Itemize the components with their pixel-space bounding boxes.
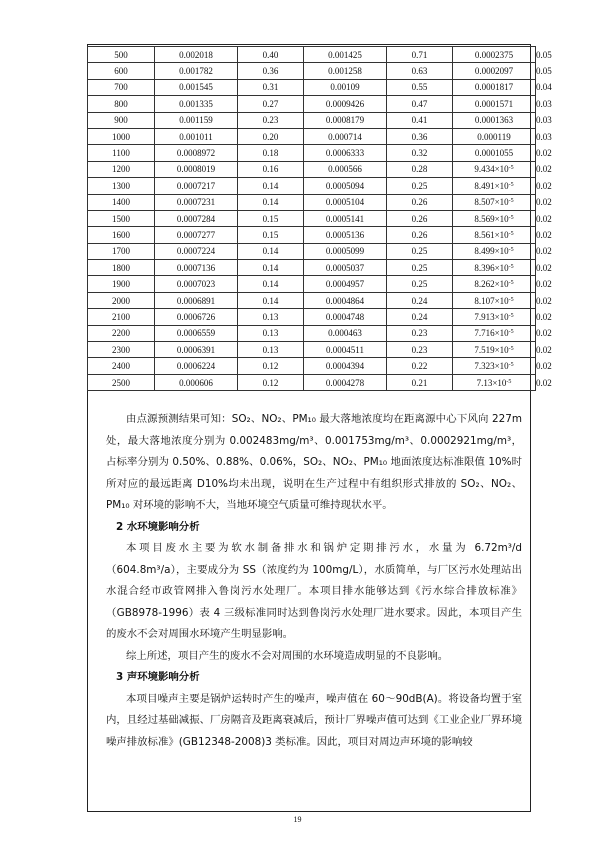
- table-cell: 2500: [88, 374, 155, 390]
- table-cell: 1300: [88, 178, 155, 194]
- table-cell: 2100: [88, 309, 155, 325]
- table-cell: 0.27: [238, 96, 304, 112]
- table-cell: 1800: [88, 260, 155, 276]
- page-number: 19: [293, 815, 302, 824]
- table-cell: 0.0002097: [453, 63, 536, 79]
- table-cell: $8.507\times 10^{-5}$: [453, 194, 536, 210]
- table-cell: 0.21: [387, 374, 453, 390]
- table-cell: 0.002018: [155, 47, 238, 63]
- table-cell: 1100: [88, 145, 155, 161]
- table-cell: 1000: [88, 128, 155, 144]
- table-cell: 0.15: [238, 227, 304, 243]
- table-cell: 1700: [88, 243, 155, 259]
- table-cell: 0.22: [387, 358, 453, 374]
- table-cell: 0.25: [387, 276, 453, 292]
- table-cell: 900: [88, 112, 155, 128]
- table-row: 2500 0.000606 0.12 0.0004278 0.21 $7.13\times 10^{-5}$ 0.02: [88, 374, 536, 390]
- table-row: 1200 0.0008019 0.16 0.000566 0.28 $9.434\times 10^{-5}$ 0.02: [88, 161, 536, 177]
- table-row: 2000 0.0006891 0.14 0.0004864 0.24 $8.107\times 10^{-5}$ 0.02: [88, 292, 536, 308]
- table-cell: 0.0004511: [304, 342, 387, 358]
- body-text: [106, 409, 522, 753]
- table-row: 1600 0.0007277 0.15 0.0005136 0.26 $8.561\times 10^{-5}$ 0.02: [88, 227, 536, 243]
- table-cell: 500: [88, 47, 155, 63]
- table-cell: 0.13: [238, 309, 304, 325]
- table-cell: 0.16: [238, 161, 304, 177]
- table-cell: $8.499\times 10^{-5}$: [453, 243, 536, 259]
- table-row: 500 0.002018 0.40 0.001425 0.71 0.0002375 0.05: [88, 47, 536, 63]
- table-cell: 0.71: [387, 47, 453, 63]
- table-cell: 0.0008972: [155, 145, 238, 161]
- table-cell: $7.716\times 10^{-5}$: [453, 325, 536, 341]
- table-cell: 1900: [88, 276, 155, 292]
- table-cell: 0.001782: [155, 63, 238, 79]
- table-cell: 0.000606: [155, 374, 238, 390]
- table-row: 1100 0.0008972 0.18 0.0006333 0.32 0.0001055 0.02: [88, 145, 536, 161]
- table-row: 600 0.001782 0.36 0.001258 0.63 0.0002097 0.05: [88, 63, 536, 79]
- table-cell: 0.26: [387, 210, 453, 226]
- table-cell: 0.0008019: [155, 161, 238, 177]
- table-cell: 0.0006224: [155, 358, 238, 374]
- table-cell: 0.001425: [304, 47, 387, 63]
- paragraph-water: 本项目废水主要为软水制备排水和锅炉定期排污水，水量为 6.72m³/d（604.8m³/a），主要成分为 SS（浓度约为 100mg/L），水质简单，与厂区污水处理站出水混合经市政管网排入鲁岗污水处理厂。本项目排水能够达到《污水综合排放标准》（GB8978-1996）表 4 三级标准同时达到鲁岗污水处理厂进水要求。因此，本项目产生的废水不会对周围水环境产生明显影响。: [106, 542, 522, 640]
- concentration-table: [87, 46, 552, 391]
- table-row: 1900 0.0007023 0.14 0.0004957 0.25 $8.262\times 10^{-5}$ 0.02: [88, 276, 536, 292]
- table-cell: 0.000463: [304, 325, 387, 341]
- table-cell: 0.23: [238, 112, 304, 128]
- table-cell: 0.26: [387, 194, 453, 210]
- paragraph-noise: 本项目噪声主要是锅炉运转时产生的噪声，噪声值在 60～90dB(A)。将设备均置于室内，且经过基础减振、厂房隔音及距离衰减后，预计厂界噪声值可达到《工业企业厂界环境噪声排放标准》(GB12348-2008)3 类标准。因此，项目对周边声环境的影响较: [106, 692, 522, 748]
- table-cell: 0.15: [238, 210, 304, 226]
- table-cell: 0.000714: [304, 128, 387, 144]
- table-cell: 0.25: [387, 260, 453, 276]
- table-row: 2300 0.0006391 0.13 0.0004511 0.23 $7.519\times 10^{-5}$ 0.02: [88, 342, 536, 358]
- table-cell: 0.001545: [155, 79, 238, 95]
- table-row: 2100 0.0006726 0.13 0.0004748 0.24 $7.913\times 10^{-5}$ 0.02: [88, 309, 536, 325]
- table-cell: 0.000566: [304, 161, 387, 177]
- table-cell: 0.0005094: [304, 178, 387, 194]
- table-cell: 0.28: [387, 161, 453, 177]
- table-cell: 0.20: [238, 128, 304, 144]
- table-cell: 0.0008179: [304, 112, 387, 128]
- table-cell: 0.0005104: [304, 194, 387, 210]
- table-cell: 0.12: [238, 358, 304, 374]
- table-cell: 0.0006891: [155, 292, 238, 308]
- table-cell: 0.001335: [155, 96, 238, 112]
- table-cell: 0.14: [238, 292, 304, 308]
- table-cell: $8.107\times 10^{-5}$: [453, 292, 536, 308]
- table-cell: 0.0004864: [304, 292, 387, 308]
- table-cell: 0.31: [238, 79, 304, 95]
- table-cell: $8.262\times 10^{-5}$: [453, 276, 536, 292]
- table-row: 1500 0.0007284 0.15 0.0005141 0.26 $8.569\times 10^{-5}$ 0.02: [88, 210, 536, 226]
- table-cell: $8.569\times 10^{-5}$: [453, 210, 536, 226]
- table-body: [88, 47, 552, 391]
- table-cell: 0.14: [238, 260, 304, 276]
- heading-water: 2 水环境影响分析: [116, 520, 200, 533]
- table-cell: 0.23: [387, 325, 453, 341]
- table-cell: $7.519\times 10^{-5}$: [453, 342, 536, 358]
- table-cell: 0.0001055: [453, 145, 536, 161]
- table-cell: 2000: [88, 292, 155, 308]
- table-cell: 0.25: [387, 243, 453, 259]
- table-cell: $8.491\times 10^{-5}$: [453, 178, 536, 194]
- table-cell: 0.001159: [155, 112, 238, 128]
- table-cell: 0.14: [238, 243, 304, 259]
- table-cell: 0.0005099: [304, 243, 387, 259]
- table-cell: 1400: [88, 194, 155, 210]
- table-row: 800 0.001335 0.27 0.0009426 0.47 0.0001571 0.03: [88, 96, 536, 112]
- table-cell: 0.14: [238, 194, 304, 210]
- table-cell: $7.323\times 10^{-5}$: [453, 358, 536, 374]
- table-cell: $7.13\times 10^{-5}$: [453, 374, 536, 390]
- table-cell: 0.36: [238, 63, 304, 79]
- table-cell: 0.0004748: [304, 309, 387, 325]
- table-cell: 0.0007277: [155, 227, 238, 243]
- table-cell: 0.18: [238, 145, 304, 161]
- table-cell: 2400: [88, 358, 155, 374]
- table-cell: 0.0001363: [453, 112, 536, 128]
- table-cell: 0.00109: [304, 79, 387, 95]
- table-row: 1700 0.0007224 0.14 0.0005099 0.25 $8.499\times 10^{-5}$ 0.02: [88, 243, 536, 259]
- table-cell: 0.0006333: [304, 145, 387, 161]
- table-cell: 0.14: [238, 276, 304, 292]
- table-cell: 0.0004394: [304, 358, 387, 374]
- table-cell: 0.32: [387, 145, 453, 161]
- table-row: 2400 0.0006224 0.12 0.0004394 0.22 $7.323\times 10^{-5}$ 0.02: [88, 358, 536, 374]
- table-cell: 0.41: [387, 112, 453, 128]
- table-cell: 1500: [88, 210, 155, 226]
- table-cell: 1200: [88, 161, 155, 177]
- table-cell: $7.913\times 10^{-5}$: [453, 309, 536, 325]
- paragraph-results: 由点源预测结果可知：SO₂、NO₂、PM₁₀ 最大落地浓度均在距离源中心下风向 227m 处，最大落地浓度分别为 0.002483mg/m³、0.001753mg/m³、0.0002921mg/m³，占标率分别为 0.50%、0.88%、0.06%，SO₂、NO₂、PM₁₀ 地面浓度达标准限值 10%时所对应的最远距离 D10%均未出现，说明在生产过程中有组织形式排放的 SO₂、NO₂、PM₁₀ 对环境的影响不大，当地环境空气质量可维持现状水平。: [106, 413, 522, 511]
- table-cell: 0.0004957: [304, 276, 387, 292]
- table-cell: 0.0007136: [155, 260, 238, 276]
- heading-noise: 3 声环境影响分析: [116, 671, 200, 683]
- table-row: 900 0.001159 0.23 0.0008179 0.41 0.0001363 0.03: [88, 112, 536, 128]
- table-cell: 0.0007217: [155, 178, 238, 194]
- table-cell: $8.396\times 10^{-5}$: [453, 260, 536, 276]
- table-cell: 800: [88, 96, 155, 112]
- table-cell: 0.24: [387, 292, 453, 308]
- table-cell: 0.13: [238, 342, 304, 358]
- table-cell: 0.0007224: [155, 243, 238, 259]
- table-cell: 0.47: [387, 96, 453, 112]
- table-cell: 0.001258: [304, 63, 387, 79]
- table-cell: 2200: [88, 325, 155, 341]
- table-row: 1300 0.0007217 0.14 0.0005094 0.25 $8.491\times 10^{-5}$ 0.02: [88, 178, 536, 194]
- table-cell: 0.0002375: [453, 47, 536, 63]
- table-cell: 0.0004278: [304, 374, 387, 390]
- table-cell: 0.25: [387, 178, 453, 194]
- paragraph-water-summary: 综上所述，项目产生的废水不会对周围的水环境造成明显的不良影响。: [126, 649, 449, 662]
- table-cell: 600: [88, 63, 155, 79]
- table-cell: 0.001011: [155, 128, 238, 144]
- table-row: 700 0.001545 0.31 0.00109 0.55 0.0001817 0.04: [88, 79, 536, 95]
- table-row: 1000 0.001011 0.20 0.000714 0.36 0.000119 0.03: [88, 128, 536, 144]
- table-cell: 0.0009426: [304, 96, 387, 112]
- table-cell: 0.0007023: [155, 276, 238, 292]
- table-cell: 0.0006726: [155, 309, 238, 325]
- table-cell: 0.14: [238, 178, 304, 194]
- table-cell: 0.0005141: [304, 210, 387, 226]
- table-cell: 0.12: [238, 374, 304, 390]
- table-cell: 0.000119: [453, 128, 536, 144]
- table-row: 1800 0.0007136 0.14 0.0005037 0.25 $8.396\times 10^{-5}$ 0.02: [88, 260, 536, 276]
- table-cell: 0.13: [238, 325, 304, 341]
- table-row: 1400 0.0007231 0.14 0.0005104 0.26 $8.507\times 10^{-5}$ 0.02: [88, 194, 536, 210]
- table-cell: 2300: [88, 342, 155, 358]
- table-cell: 0.0005136: [304, 227, 387, 243]
- table-cell: 0.0001571: [453, 96, 536, 112]
- table-cell: 0.0006559: [155, 325, 238, 341]
- table-cell: 0.24: [387, 309, 453, 325]
- table-cell: 0.55: [387, 79, 453, 95]
- table-cell: $9.434\times 10^{-5}$: [453, 161, 536, 177]
- table-cell: 0.26: [387, 227, 453, 243]
- table-cell: 0.0007231: [155, 194, 238, 210]
- table-cell: $8.561\times 10^{-5}$: [453, 227, 536, 243]
- table-cell: 0.40: [238, 47, 304, 63]
- table-cell: 0.0007284: [155, 210, 238, 226]
- table-cell: 0.23: [387, 342, 453, 358]
- table-cell: 0.36: [387, 128, 453, 144]
- table-cell: 1600: [88, 227, 155, 243]
- table-cell: 0.0005037: [304, 260, 387, 276]
- table-cell: 0.0001817: [453, 79, 536, 95]
- table-cell: 0.63: [387, 63, 453, 79]
- table-cell: 700: [88, 79, 155, 95]
- table-cell: 0.0006391: [155, 342, 238, 358]
- table-row: 2200 0.0006559 0.13 0.000463 0.23 $7.716\times 10^{-5}$ 0.02: [88, 325, 536, 341]
